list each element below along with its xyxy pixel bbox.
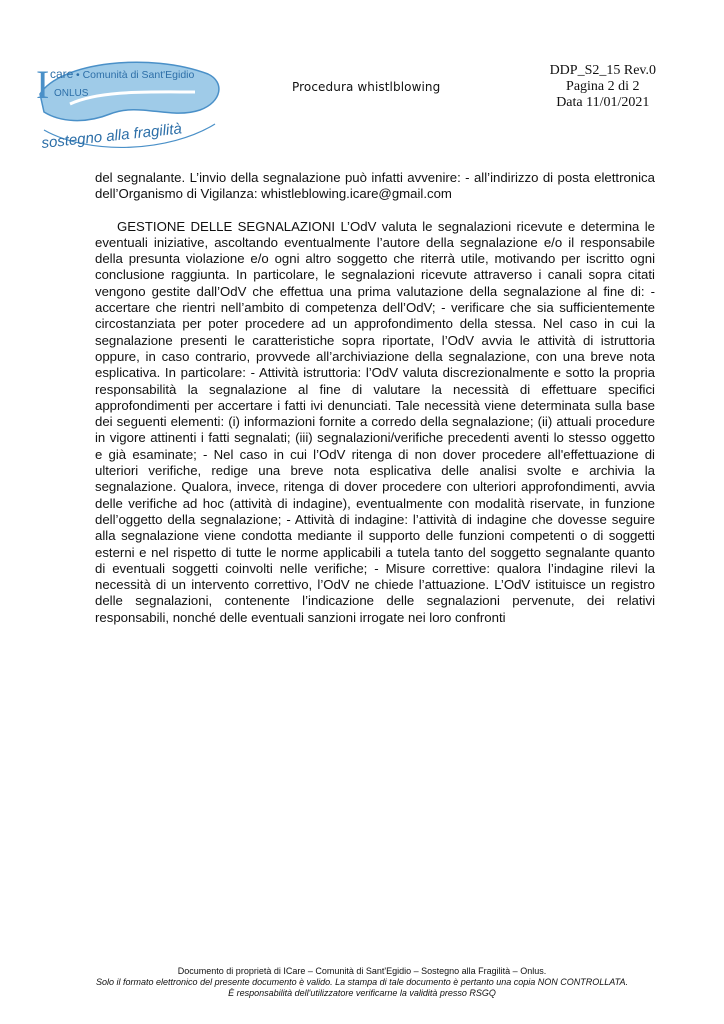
footer-validity: Solo il formato elettronico del presente documento è valido. La stampa di tale documento è pertanto una copia NON CONTROLLATA.	[96, 977, 628, 987]
document-title: Procedura whistlblowing	[292, 80, 441, 94]
logo-community: • Comunità di Sant'Egidio	[76, 69, 195, 81]
organization-logo	[30, 52, 230, 162]
logo-care-word: care	[50, 67, 74, 81]
footer-responsibility: È responsabilità dell'utilizzatore verificarne la validità presso RSGQ	[228, 988, 496, 998]
logo-tagline: sostegno alla fragilità	[40, 120, 183, 152]
doc-code: DDP_S2_15 Rev.0	[549, 63, 656, 78]
body-paragraph: del segnalante. L’invio della segnalazione può infatti avvenire: - all’indirizzo di posta elettronica dell’Organismo di Vigilanza: whistleblowing.icare@gmail.com	[95, 170, 655, 202]
footer-ownership: Documento di proprietà di ICare – Comunità di Sant'Egidio – Sostegno alla Fragilità – Onlus.	[177, 966, 547, 976]
document-body	[95, 170, 655, 642]
page-number: Pagina 2 di 2	[566, 79, 640, 94]
body-paragraph: GESTIONE DELLE SEGNALAZIONI L’OdV valuta le segnalazioni ricevute e determina le eventuali iniziative, ascoltando eventualmente l’autore della segnalazione e/o il responsabile della presunta violazione e/o ogni altro soggetto che riterrà utile, motivando per iscritto ogni conclusione raggiunta. In particolare, le segnalazioni ricevute attraverso i canali sopra citati vengono gestite dall’OdV che effettua una prima valutazione della segnalazione al fine di: - accertare che rientri nell’ambito di competenza dell’OdV; - verificare che sia sufficientemente circostanziata per poter procedere ad un approfondimento della stessa. Nel caso in cui la segnalazione presenti le caratteristiche sopra riportate, l’OdV avvia le attività di istruttoria oppure, in caso contrario, provvede all’archiviazione della segnalazione, con una breve nota esplicativa. In particolare: - Attività istruttoria: l’OdV valuta discrezionalmente e sotto la propria responsabilità la segnalazione al fine di valutare la necessità di effettuare specifici approfondimenti per accertare i fatti ivi denunciati. Tale necessità viene determinata sulla base dei seguenti elementi: (i) informazioni fornite a corredo della segnalazione; (ii) attuali procedure in vigore attinenti i fatti segnalati; (iii) segnalazioni/verifiche precedenti aventi lo stesso oggetto e già esaminate; - Nel caso in cui l’OdV ritenga di non dover procedere all'effettuazione di ulteriori verifiche, redige una breve nota esplicativa delle analisi svolte e archivia la segnalazione. Qualora, invece, ritenga di dover procedere con ulteriori approfondimenti, avvia delle verifiche ad hoc (attività di indagine), eventualmente con modalità riservate, in funzione dell’oggetto della segnalazione; - Attività di indagine: l’attività di indagine che dovesse seguire alla segnalazione viene condotta mediante il supporto delle funzioni competenti o di soggetti esterni e nel rispetto di tutte le norme applicabili a tutela tanto del soggetto segnalante quanto di eventuali soggetti coinvolti nelle verifiche; - Misure correttive: qualora l’indagine rilevi la necessità di un intervento correttivo, l’OdV ne chiede l’attuazione. L’OdV istituisce un registro delle segnalazioni, contenente l’indicazione delle segnalazioni pervenute, dei relativi responsabili, nonché delle eventuali sanzioni irrogate nei loro confronti	[95, 218, 655, 625]
logo-onlus: ONLUS	[54, 88, 89, 99]
document-meta	[550, 63, 656, 111]
document-footer	[0, 966, 724, 999]
logo-graphic	[30, 52, 230, 162]
logo-letter-i: I	[36, 62, 50, 107]
doc-date: Data 11/01/2021	[556, 95, 650, 110]
